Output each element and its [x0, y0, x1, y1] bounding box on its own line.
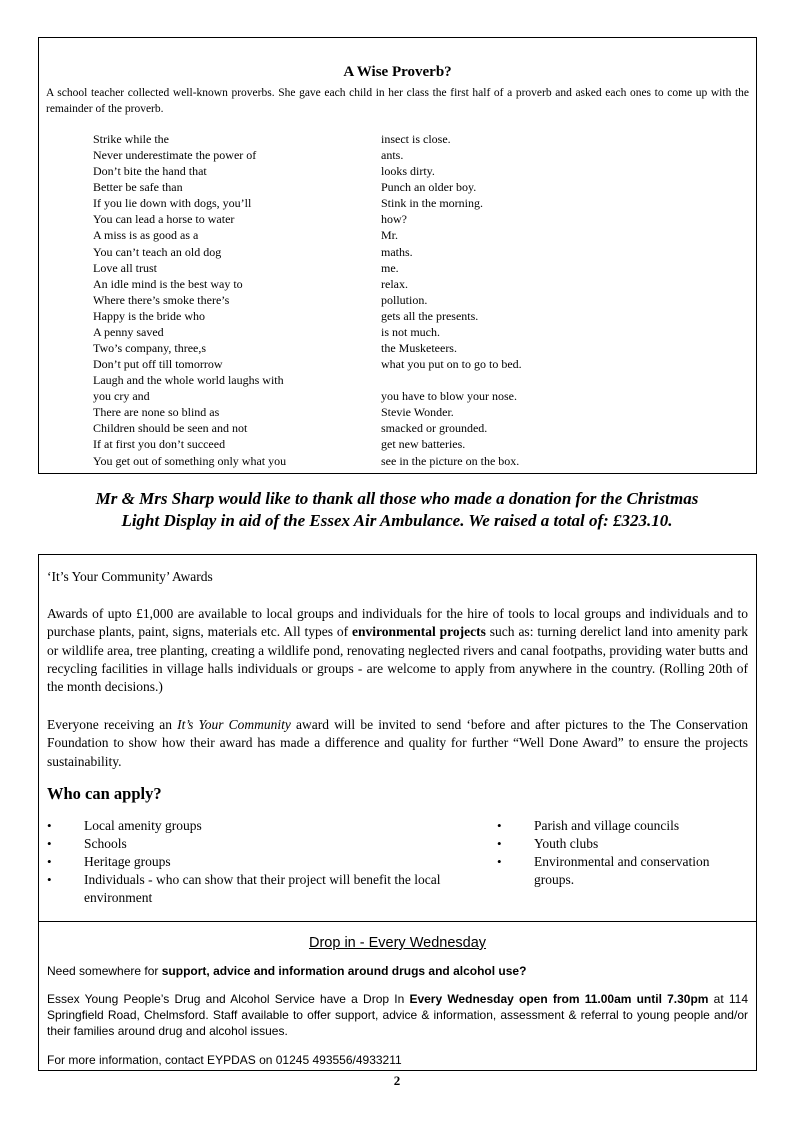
proverb-row: [93, 292, 743, 308]
body-text-b: at 114 Springfield Road, Chelmsford. Staff available to offer support, advice & information, assessment & referral to young people and/or their families around drug and alcohol issues.: [47, 992, 749, 1039]
p2-text-a: Everyone receiving an: [47, 717, 178, 732]
thanks-line-1: Mr & Mrs Sharp would like to thank all those who made a donation for the Christmas: [95, 489, 699, 508]
proverb-start: Strike while the: [93, 132, 169, 146]
proverb-ending: maths.: [381, 244, 413, 259]
p1-text-a: Awards of upto £1,000 are available to local groups and individuals for the hire of tools to local groups and individuals and to purchase plants, paint, signs, materials etc. All types of: [47, 606, 748, 640]
proverb-ending: Punch an older boy.: [381, 180, 477, 195]
proverb-row: [93, 244, 743, 260]
proverb-start: Laugh and the whole world laughs with: [93, 373, 284, 388]
proverb-start: you cry and: [93, 389, 150, 404]
proverb-row: [93, 372, 743, 388]
proverb-start: A miss is as good as a: [93, 228, 199, 243]
proverb-start: Children should be seen and not: [93, 421, 248, 436]
drop-in-body: [47, 991, 748, 1040]
proverb-row: [93, 356, 743, 372]
proverb-start: Where there’s smoke there’s: [93, 292, 230, 307]
proverb-row: [93, 308, 743, 324]
proverb-row: [93, 388, 743, 404]
list-item: • Environmental and conservation groups.: [497, 853, 737, 889]
page-number: 2: [393, 1073, 401, 1088]
proverb-row: [93, 179, 743, 195]
proverb-start: If you lie down with dogs, you’ll: [93, 196, 252, 211]
proverb-start: Don’t put off till tomorrow: [93, 357, 223, 372]
proverb-row: [93, 227, 743, 243]
list-item: • Youth clubs: [497, 835, 737, 853]
p2-italic: It’s Your Community: [177, 717, 291, 732]
proverb-row: [93, 420, 743, 436]
proverb-ending: smacked or grounded.: [381, 421, 488, 436]
proverb-row: [93, 324, 743, 340]
p1-bold: environmental projects: [352, 624, 486, 640]
proverb-start: If at first you don’t succeed: [93, 437, 226, 452]
proverb-ending: ants.: [381, 148, 404, 163]
community-paragraph-2: [47, 716, 748, 771]
proverb-list: [93, 131, 743, 469]
proverb-row: [93, 340, 743, 356]
proverb-ending: pollution.: [381, 292, 428, 307]
proverb-start: A penny saved: [93, 324, 164, 339]
list-item: • Parish and village councils: [497, 817, 737, 835]
proverb-ending: see in the picture on the box.: [381, 453, 520, 468]
proverb-start: Love all trust: [93, 260, 157, 275]
q-bold: support, advice and information around drugs and alcohol use?: [161, 964, 527, 978]
community-paragraph-1: [47, 605, 748, 696]
eligibility-list-right: [497, 817, 737, 889]
list-item: • Heritage groups: [47, 853, 477, 871]
proverb-row: [93, 195, 743, 211]
list-item: • Individuals - who can show that their project will benefit the local environment: [47, 871, 477, 907]
eligibility-list-left: [47, 817, 477, 907]
drop-in-title: Drop in - Every Wednesday: [308, 935, 487, 951]
community-awards-box: [38, 554, 757, 922]
drop-in-question: [47, 963, 748, 979]
body-text-a: Essex Young People’s Drug and Alcohol Service have a Drop In: [47, 992, 410, 1006]
proverb-start: You can’t teach an old dog: [93, 244, 222, 259]
proverb-ending: looks dirty.: [381, 164, 435, 179]
proverb-ending: relax.: [381, 276, 408, 291]
proverb-start: There are none so blind as: [93, 405, 220, 420]
proverb-start: Don’t bite the hand that: [93, 164, 207, 179]
proverb-ending: is not much.: [381, 324, 440, 339]
community-awards-title: ‘It’s Your Community’ Awards: [47, 569, 213, 584]
proverb-ending: how?: [381, 212, 407, 227]
proverb-ending: me.: [381, 260, 399, 275]
proverb-intro: A school teacher collected well-known proverbs. She gave each child in her class the first half of a proverb and asked each ones to come up with the remainder of the proverb.: [46, 87, 749, 115]
proverb-row: [93, 276, 743, 292]
proverb-ending: you have to blow your nose.: [381, 389, 517, 404]
proverb-row: [93, 163, 743, 179]
who-can-apply-heading: Who can apply?: [47, 784, 162, 803]
proverb-row: [93, 436, 743, 452]
p1-text-b: such as: turning derelict land into amenity park or wildlife area, tree planting, creating a wildlife pond, renovating neglected rivers and canal footpaths, providing water butts and recycling facilities in village halls individuals or groups - are welcome to apply from anywhere in the country. (Rolling 20th of the month decisions.): [47, 624, 749, 695]
proverb-start: An idle mind is the best way to: [93, 276, 243, 291]
proverb-ending: Stevie Wonder.: [381, 405, 454, 420]
proverb-ending: what you put on to go to bed.: [381, 357, 522, 372]
proverb-ending: Stink in the morning.: [381, 196, 483, 211]
proverb-title: A Wise Proverb?: [343, 64, 452, 80]
proverb-ending: Mr.: [381, 228, 399, 243]
proverb-start: Two’s company, three,s: [93, 341, 207, 356]
proverb-start: You can lead a horse to water: [93, 212, 235, 227]
proverb-box: [38, 37, 757, 474]
proverb-ending: insect is close.: [381, 132, 451, 146]
proverb-row: [93, 260, 743, 276]
thanks-message: [40, 488, 754, 532]
proverb-start: You get out of something only what you: [93, 453, 287, 468]
proverb-row: [93, 147, 743, 163]
proverb-ending: the Musketeers.: [381, 341, 457, 356]
proverb-ending: gets all the presents.: [381, 308, 479, 323]
proverb-row: [93, 211, 743, 227]
p2-text-b: award will be invited to send ‘before and after pictures to the The Conservation Foundation to show how their award has made a difference and quality for further “Well Done Award” to ensure the projects sustainability.: [47, 717, 748, 769]
body-bold: Every Wednesday open from 11.00am until 7.30pm: [409, 992, 709, 1006]
list-item: • Schools: [47, 835, 477, 853]
drop-in-box: [38, 921, 757, 1071]
proverb-row: [93, 131, 743, 147]
list-item: • Local amenity groups: [47, 817, 477, 835]
proverb-start: Happy is the bride who: [93, 308, 205, 323]
drop-in-contact: For more information, contact EYPDAS on 01245 493556/4933211: [47, 1053, 402, 1067]
proverb-ending: get new batteries.: [381, 437, 466, 452]
q-text: Need somewhere for: [47, 964, 162, 978]
proverb-row: [93, 453, 743, 469]
proverb-row: [93, 404, 743, 420]
proverb-start: Never underestimate the power of: [93, 148, 257, 163]
proverb-start: Better be safe than: [93, 180, 183, 195]
thanks-line-2: Light Display in aid of the Essex Air Ambulance. We raised a total of: £323.10.: [121, 511, 673, 530]
